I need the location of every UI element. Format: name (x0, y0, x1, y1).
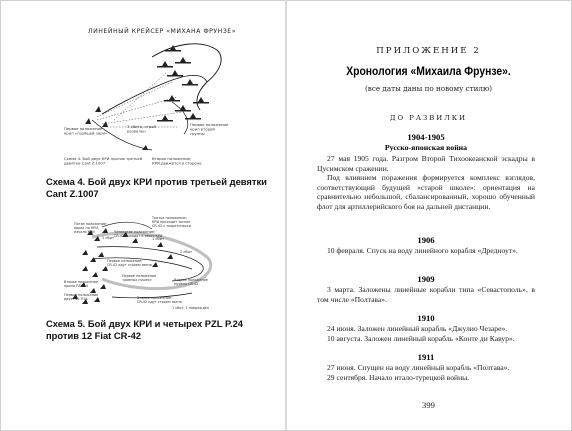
left-page (2, 2, 285, 429)
diagram-label: Первое положение двух PZL P.24 (64, 293, 99, 301)
entry-paragraph: 27 мая 1905 года. Разгром Второй Тихоокеанской эскадры в Цусимском сражении. (317, 154, 535, 173)
war-heading: Русско-японская война (384, 143, 468, 152)
diagram-label: Второе положение; CR-42 идут строем звена (137, 296, 182, 304)
entry-text-block (317, 363, 535, 382)
right-page (287, 2, 570, 429)
flight-path (152, 44, 221, 110)
diagram-label: Первое положение крил «горящей зари» (64, 126, 108, 136)
diagram-label: Первое положение; CR-42 идут строем звена (107, 259, 152, 267)
entry-paragraph: 27 июня. Спущен на воду линейный корабль «Полтава». (327, 363, 510, 372)
diagram-label: 2 сбит (180, 250, 193, 254)
diagram-label: Третье положение; КРИ проходит заслон CR-42 с теоретически (152, 216, 191, 228)
entry-paragraph: Под влиянием поражения формируется комплекс взглядов, соответствующий будущей «старой школе»: ориентация на сравнительно небольшой, сбалансированный, хорошо обученный флот для артиллерийского боя на дальней дистанции. (317, 173, 535, 211)
diagram-label: Первое положение крил второй группы (190, 122, 229, 136)
appendix-heading: ПРИЛОЖЕНИЕ 2 (376, 46, 481, 56)
diagram-label: Четвертое положение; CR-42 выходят в хвост КРИ (114, 230, 163, 238)
diagram-scheme-4 (2, 2, 285, 177)
diagram-label: Второе положение; КРИ движется в стороне (152, 156, 202, 166)
chapter-title: Хронология «Михаила Фрунзе». (346, 66, 511, 78)
diagram-label: 1 сбит, 1 поврежден (172, 306, 209, 310)
entry-paragraph: 3 марта. Заложены линейные корабли типа «Севастополь», в том числе «Полтава». (317, 285, 535, 304)
year-heading: 1906 (417, 235, 435, 245)
year-heading: 1909 (417, 274, 435, 284)
diagram-label: 3 сбита, строй развален (127, 124, 156, 134)
running-head: ЛИНЕЙНЫЙ КРЕЙСЕР «МИХАНА ФРУНЗЕ» (88, 28, 236, 35)
diagram-label: 1 сбит (102, 236, 115, 240)
figure-caption-5: Схема 5. Бой двух КРИ и четырех PZL P.24 против 12 Fiat CR-42 (46, 318, 244, 341)
entry-text-block (317, 246, 535, 256)
entry-text-block (317, 154, 535, 212)
entry-paragraph: 10 августа. Заложен линейный корабль «Конте ди Кавур». (327, 333, 515, 343)
section-heading: ДО РАЗВИЛКИ (390, 114, 467, 122)
diagram-label: Первое положение «ровных пушек» (122, 274, 157, 282)
dates-note: (все даты даны по новому стилю) (364, 84, 493, 93)
diagram-label: Второе положение крыло PZL-24 (64, 280, 98, 288)
entry-paragraph: 10 февраля. Спуск на воду линейного корабля «Дредноут». (327, 246, 518, 255)
figure-caption-4: Схема 4. Бой двух КРИ против третьей девятки Cant Z.1007 (46, 176, 267, 199)
year-heading: 1910 (417, 313, 435, 323)
diagram-scheme-5 (2, 207, 285, 317)
diagram-label: 1 сбит (152, 237, 165, 241)
diagram-label: Схема 4. Бой двух КРИ против третьей девятки Cant Z.1007 (64, 156, 143, 166)
entry-paragraph: 29 сентября. Начало итало-турецкой войны. (327, 372, 470, 382)
year-heading: 1911 (417, 352, 435, 362)
flight-path (102, 75, 207, 114)
entry-paragraph: 24 июня. Заложен линейный корабль «Джулио Чезаре». (327, 324, 508, 333)
diagram-label: Пятое положение; вирах на КРИ, начало КРИ (74, 222, 108, 234)
entry-text-block (317, 324, 535, 343)
page-number: 399 (422, 400, 435, 410)
diagram-label: Второе положение мурена CR-42 (174, 278, 208, 286)
year-heading: 1904-1905 (407, 132, 445, 142)
flight-path (102, 222, 152, 229)
fire-lines (97, 72, 182, 127)
entry-text-block (317, 285, 535, 304)
